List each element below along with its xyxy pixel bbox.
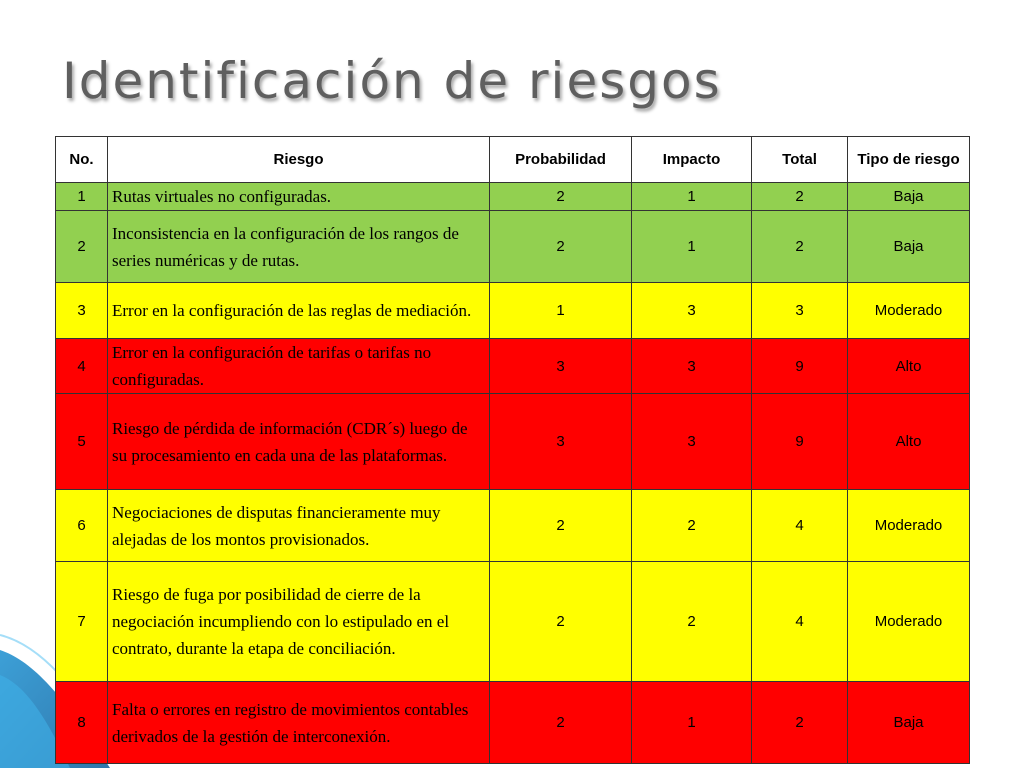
table-row xyxy=(56,283,970,339)
table-row xyxy=(56,183,970,211)
cell-riesgo: Negociaciones de disputas financieramente muy alejadas de los montos provisionados. xyxy=(108,490,490,562)
cell-impacto: 1 xyxy=(632,183,752,211)
cell-riesgo: Inconsistencia en la configuración de los rangos de series numéricas y de rutas. xyxy=(108,211,490,283)
table-row xyxy=(56,339,970,394)
cell-total: 3 xyxy=(752,283,848,339)
cell-impacto: 2 xyxy=(632,562,752,682)
cell-tipo: Baja xyxy=(848,183,970,211)
cell-total: 9 xyxy=(752,339,848,394)
cell-no: 6 xyxy=(56,490,108,562)
table-row xyxy=(56,490,970,562)
cell-probabilidad: 2 xyxy=(490,562,632,682)
header-tipo: Tipo de riesgo xyxy=(848,137,970,183)
cell-probabilidad: 3 xyxy=(490,394,632,490)
cell-no: 1 xyxy=(56,183,108,211)
header-probabilidad: Probabilidad xyxy=(490,137,632,183)
header-impacto: Impacto xyxy=(632,137,752,183)
cell-total: 4 xyxy=(752,490,848,562)
cell-probabilidad: 2 xyxy=(490,183,632,211)
cell-total: 2 xyxy=(752,682,848,764)
cell-tipo: Baja xyxy=(848,211,970,283)
cell-riesgo: Riesgo de fuga por posibilidad de cierre de la negociación incumpliendo con lo estipulado en el contrato, durante la etapa de conciliación. xyxy=(108,562,490,682)
table-row xyxy=(56,562,970,682)
cell-tipo: Moderado xyxy=(848,562,970,682)
cell-tipo: Baja xyxy=(848,682,970,764)
table-row xyxy=(56,394,970,490)
page-title: Identificación de riesgos xyxy=(62,52,722,110)
cell-probabilidad: 2 xyxy=(490,682,632,764)
cell-tipo: Alto xyxy=(848,339,970,394)
cell-impacto: 3 xyxy=(632,394,752,490)
cell-no: 8 xyxy=(56,682,108,764)
cell-no: 5 xyxy=(56,394,108,490)
cell-tipo: Moderado xyxy=(848,283,970,339)
cell-tipo: Moderado xyxy=(848,490,970,562)
cell-no: 3 xyxy=(56,283,108,339)
cell-riesgo: Error en la configuración de tarifas o tarifas no configuradas. xyxy=(108,339,490,394)
cell-no: 4 xyxy=(56,339,108,394)
header-total: Total xyxy=(752,137,848,183)
table-row xyxy=(56,211,970,283)
table-row xyxy=(56,682,970,764)
cell-impacto: 3 xyxy=(632,283,752,339)
cell-probabilidad: 2 xyxy=(490,211,632,283)
cell-probabilidad: 2 xyxy=(490,490,632,562)
cell-riesgo: Rutas virtuales no configuradas. xyxy=(108,183,490,211)
cell-total: 2 xyxy=(752,211,848,283)
cell-no: 2 xyxy=(56,211,108,283)
cell-tipo: Alto xyxy=(848,394,970,490)
cell-impacto: 1 xyxy=(632,211,752,283)
cell-no: 7 xyxy=(56,562,108,682)
cell-impacto: 2 xyxy=(632,490,752,562)
cell-riesgo: Riesgo de pérdida de información (CDR´s) luego de su procesamiento en cada una de las plataformas. xyxy=(108,394,490,490)
cell-riesgo: Falta o errores en registro de movimientos contables derivados de la gestión de interconexión. xyxy=(108,682,490,764)
cell-impacto: 1 xyxy=(632,682,752,764)
top-decoration xyxy=(0,0,1024,30)
cell-riesgo: Error en la configuración de las reglas de mediación. xyxy=(108,283,490,339)
cell-probabilidad: 1 xyxy=(490,283,632,339)
cell-total: 9 xyxy=(752,394,848,490)
cell-total: 2 xyxy=(752,183,848,211)
risk-table xyxy=(55,136,970,764)
table-header-row xyxy=(56,137,970,183)
cell-total: 4 xyxy=(752,562,848,682)
header-riesgo: Riesgo xyxy=(108,137,490,183)
cell-probabilidad: 3 xyxy=(490,339,632,394)
header-no: No. xyxy=(56,137,108,183)
cell-impacto: 3 xyxy=(632,339,752,394)
